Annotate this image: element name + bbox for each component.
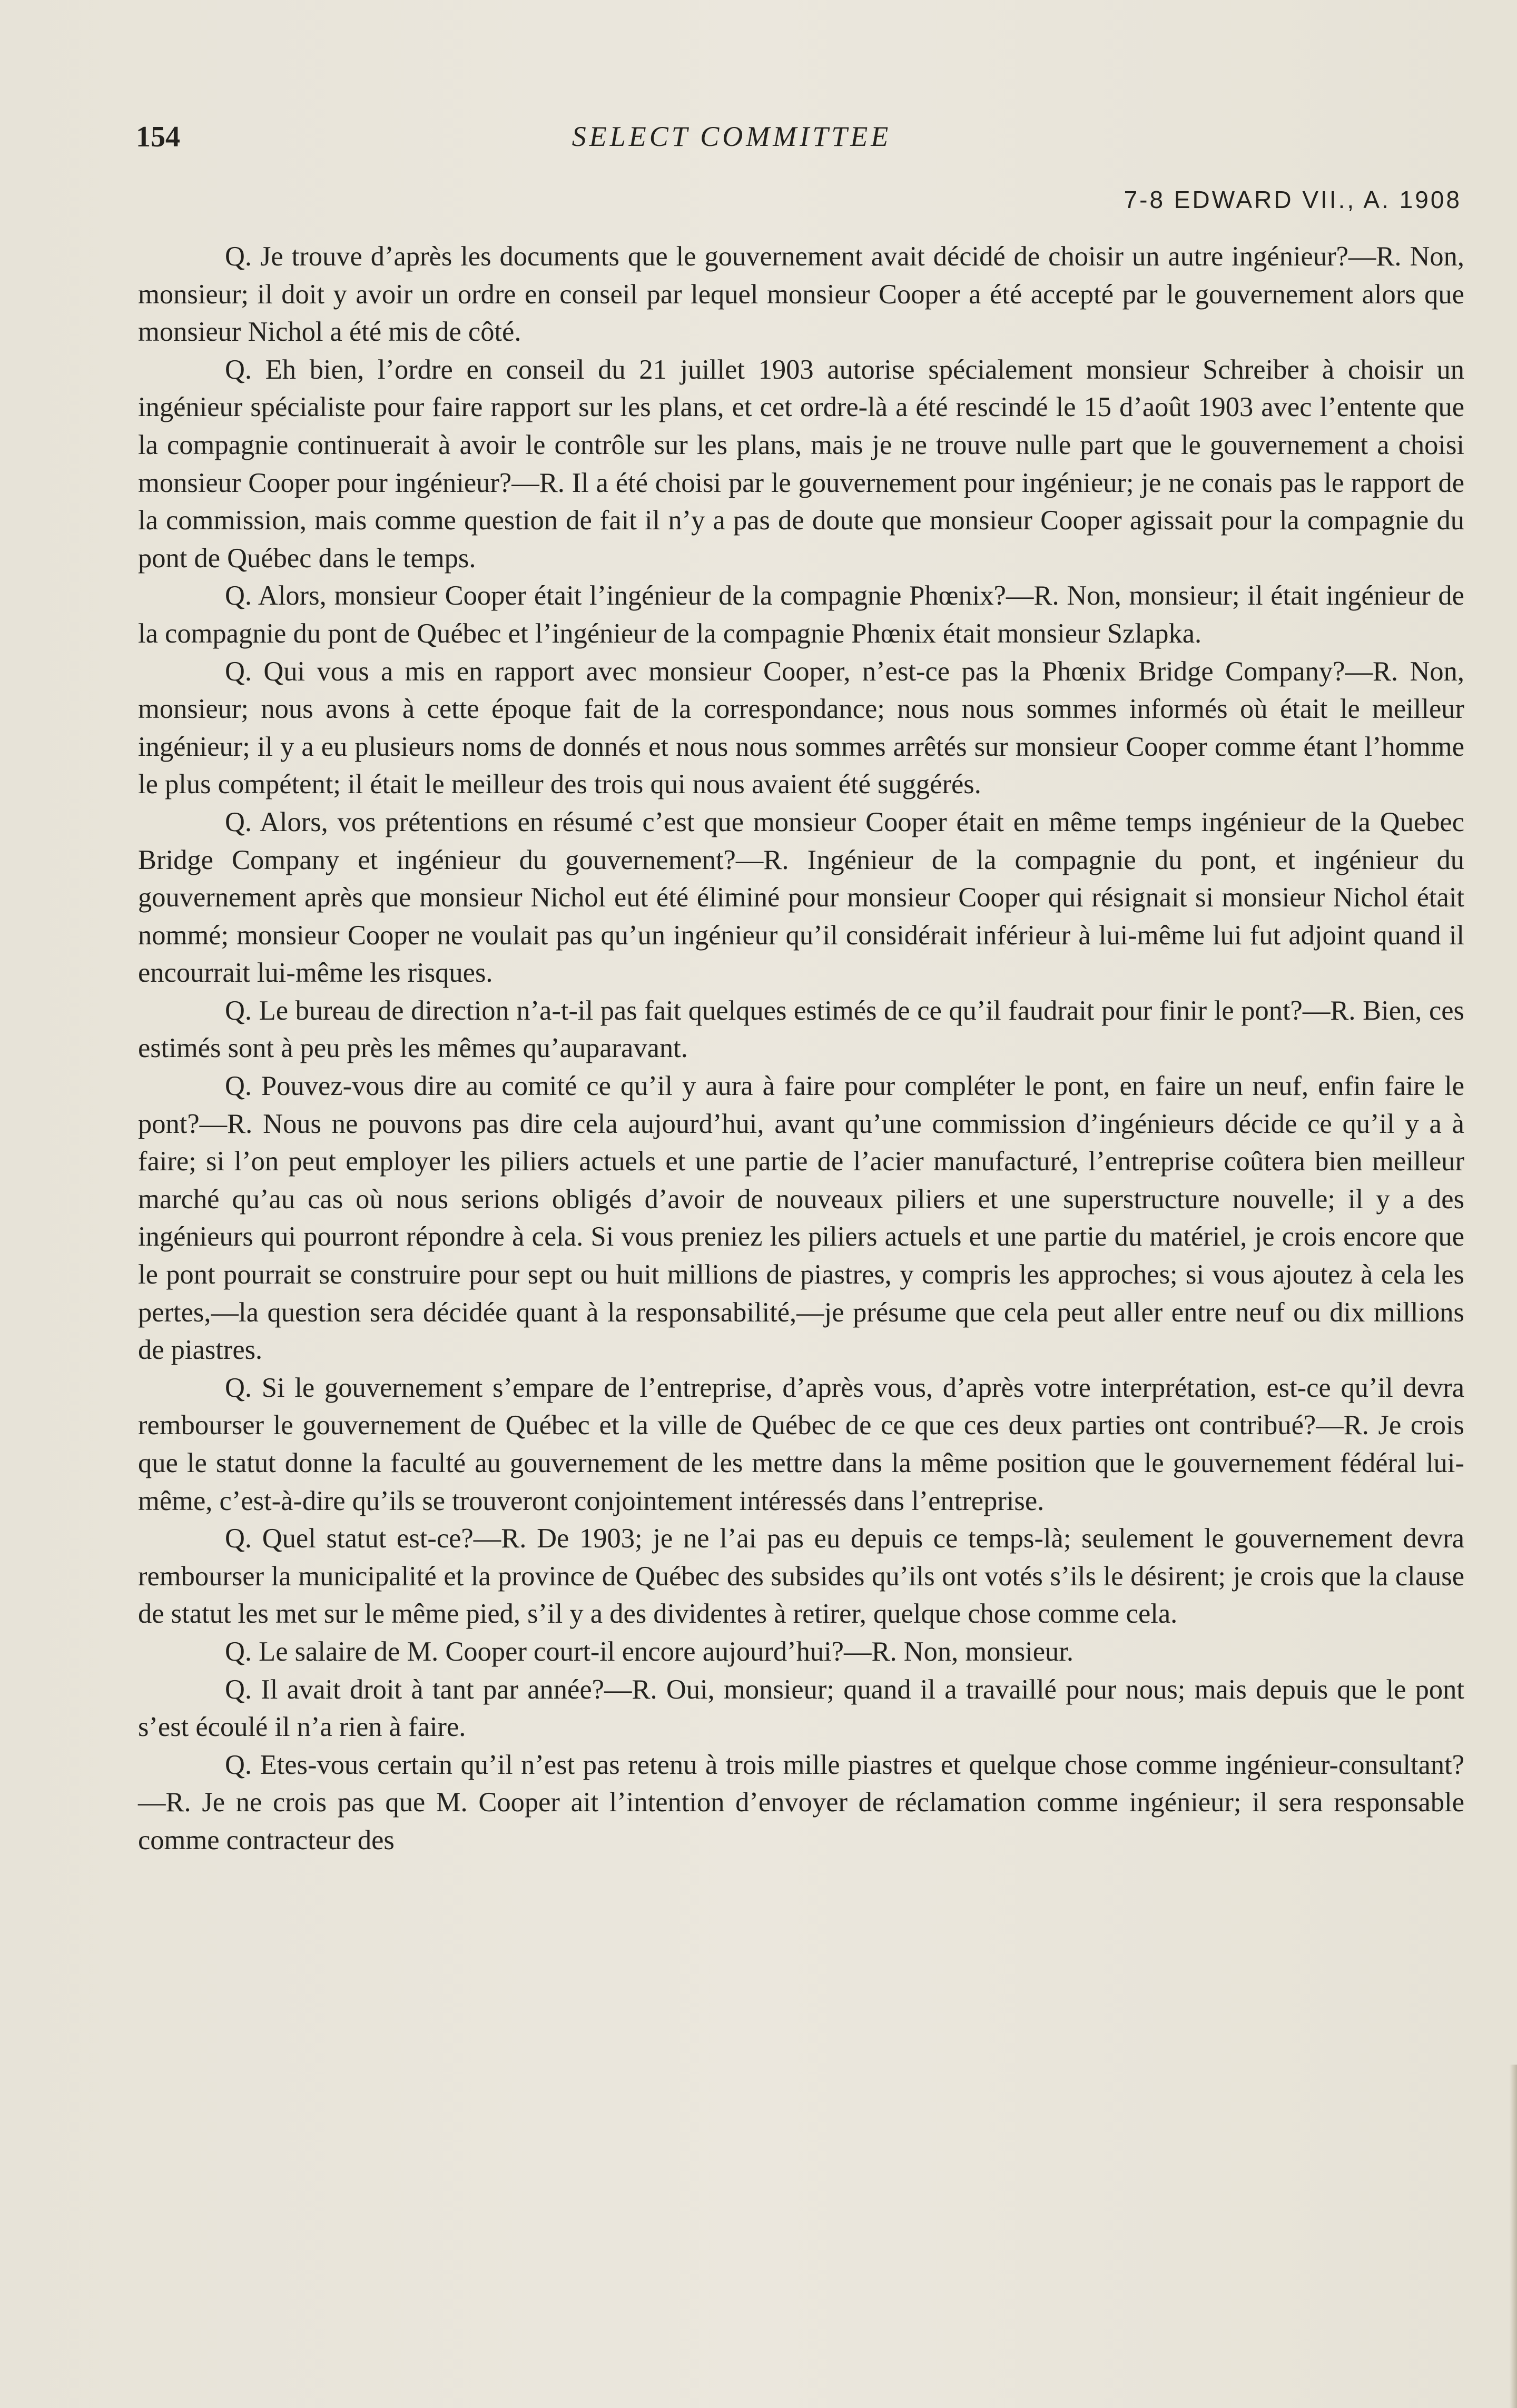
running-title: SELECT COMMITTEE bbox=[572, 121, 892, 152]
paragraph: Q. Etes-vous certain qu’il n’est pas retenu à trois mille piastres et quelque chose comme ingénieur-consultant?—R. Je ne crois pas que M. Cooper ait l’intention d’envoyer de réclamation comme ingénieur; il sera responsable comme contracteur des bbox=[138, 1749, 1464, 1856]
body-text bbox=[138, 238, 1464, 1860]
paragraph: Q. Si le gouvernement s’empare de l’entreprise, d’après vous, d’après votre interprétation, est-ce qu’il devra rembourser le gouvernement de Québec et la ville de Québec de ce que ces deux parties ont contribué?—R. Je crois que le statut donne la faculté au gouvernement de les mettre dans la même position que le gouvernement fédéral lui-même, c’est-à-dire qu’ils se trouveront conjointement intéressés dans l’entreprise. bbox=[138, 1372, 1464, 1516]
paragraph: Q. Le bureau de direction n’a-t-il pas fait quelques estimés de ce qu’il faudrait pour finir le pont?—R. Bien, ces estimés sont à peu près les mêmes qu’auparavant. bbox=[138, 995, 1464, 1064]
paragraph: Q. Eh bien, l’ordre en conseil du 21 juillet 1903 autorise spécialement monsieur Schreiber à choisir un ingénieur spécialiste pour faire rapport sur les plans, et cet ordre-là a été rescindé le 15 d’août 1903 avec l’entente que la compagnie continuerait à avoir le contrôle sur les plans, mais je ne trouve nulle part que le gouvernement a choisi monsieur Cooper pour ingénieur?—R. Il a été choisi par le gouvernement pour ingénieur; je ne conais pas le rapport de la commission, mais comme question de fait il n’y a pas de doute que monsieur Cooper agissait pour la compagnie du pont de Québec dans le temps. bbox=[138, 354, 1464, 574]
page-edge-shadow bbox=[1510, 2065, 1517, 2408]
session-label: 7-8 EDWARD VII., A. 1908 bbox=[1124, 186, 1462, 213]
paragraph: Q. Quel statut est-ce?—R. De 1903; je ne l’ai pas eu depuis ce temps-là; seulement le gouvernement devra rembourser la municipalité et la province de Québec des subsides qu’ils ont votés s’ils le désirent; je crois que la clause de statut les met sur le même pied, s’il y a des dividentes à retirer, quelque chose comme cela. bbox=[138, 1523, 1464, 1630]
page-header bbox=[136, 120, 1464, 162]
paragraph: Q. Il avait droit à tant par année?—R. Oui, monsieur; quand il a travaillé pour nous; mais depuis que le pont s’est écoulé il n’a rien à faire. bbox=[138, 1674, 1464, 1743]
paragraph: Q. Alors, monsieur Cooper était l’ingénieur de la compagnie Phœnix?—R. Non, monsieur; il était ingénieur de la compagnie du pont de Québec et l’ingénieur de la compagnie Phœnix était monsieur Szlapka. bbox=[138, 580, 1464, 649]
page-number: 154 bbox=[136, 121, 180, 153]
paragraph: Q. Alors, vos prétentions en résumé c’est que monsieur Cooper était en même temps ingénieur de la Quebec Bridge Company et ingénieur du gouvernement?—R. Ingénieur de la compagnie du pont, et ingénieur du gouvernement après que monsieur Nichol eut été éliminé pour monsieur Cooper qui résignait si monsieur Nichol était nommé; monsieur Cooper ne voulait pas qu’un ingénieur qu’il considérait inférieur à lui-même lui fut adjoint quand il encourrait lui-même les risques. bbox=[138, 806, 1464, 989]
paragraph: Q. Pouvez-vous dire au comité ce qu’il y aura à faire pour compléter le pont, en faire un neuf, enfin faire le pont?—R. Nous ne pouvons pas dire cela aujourd’hui, avant qu’une commission d’ingénieurs décide ce qu’il y a à faire; si l’on peut employer les piliers actuels et une partie de l’acier manufacturé, l’entreprise coûtera bien meilleur marché qu’au cas où nous serions obligés d’avoir de nouveaux piliers et une superstructure nouvelle; il y a des ingénieurs qui pourront répondre à cela. Si vous preniez les piliers actuels et une partie du matériel, je crois encore que le pont pourrait se construire pour sept ou huit millions de piastres, y compris les approches; si vous ajoutez à cela les pertes,—la question sera décidée quant à la responsabilité,—je présume que cela peut aller entre neuf ou dix millions de piastres. bbox=[138, 1071, 1464, 1366]
paragraph: Q. Le salaire de M. Cooper court-il encore aujourd’hui?—R. Non, monsieur. bbox=[225, 1636, 1074, 1667]
paragraph: Q. Qui vous a mis en rapport avec monsieur Cooper, n’est-ce pas la Phœnix Bridge Company?—R. Non, monsieur; nous avons à cette époque fait de la correspondance; nous nous sommes informés où était le meilleur ingénieur; il y a eu plusieurs noms de donnés et nous nous sommes arrêtés sur monsieur Cooper comme étant l’homme le plus compétent; il était le meilleur des trois qui nous avaient été suggérés. bbox=[138, 656, 1464, 800]
paragraph: Q. Je trouve d’après les documents que le gouvernement avait décidé de choisir un autre ingénieur?—R. Non, monsieur; il doit y avoir un ordre en conseil par lequel monsieur Cooper a été accepté par le gouvernement alors que monsieur Nichol a été mis de côté. bbox=[138, 241, 1464, 348]
